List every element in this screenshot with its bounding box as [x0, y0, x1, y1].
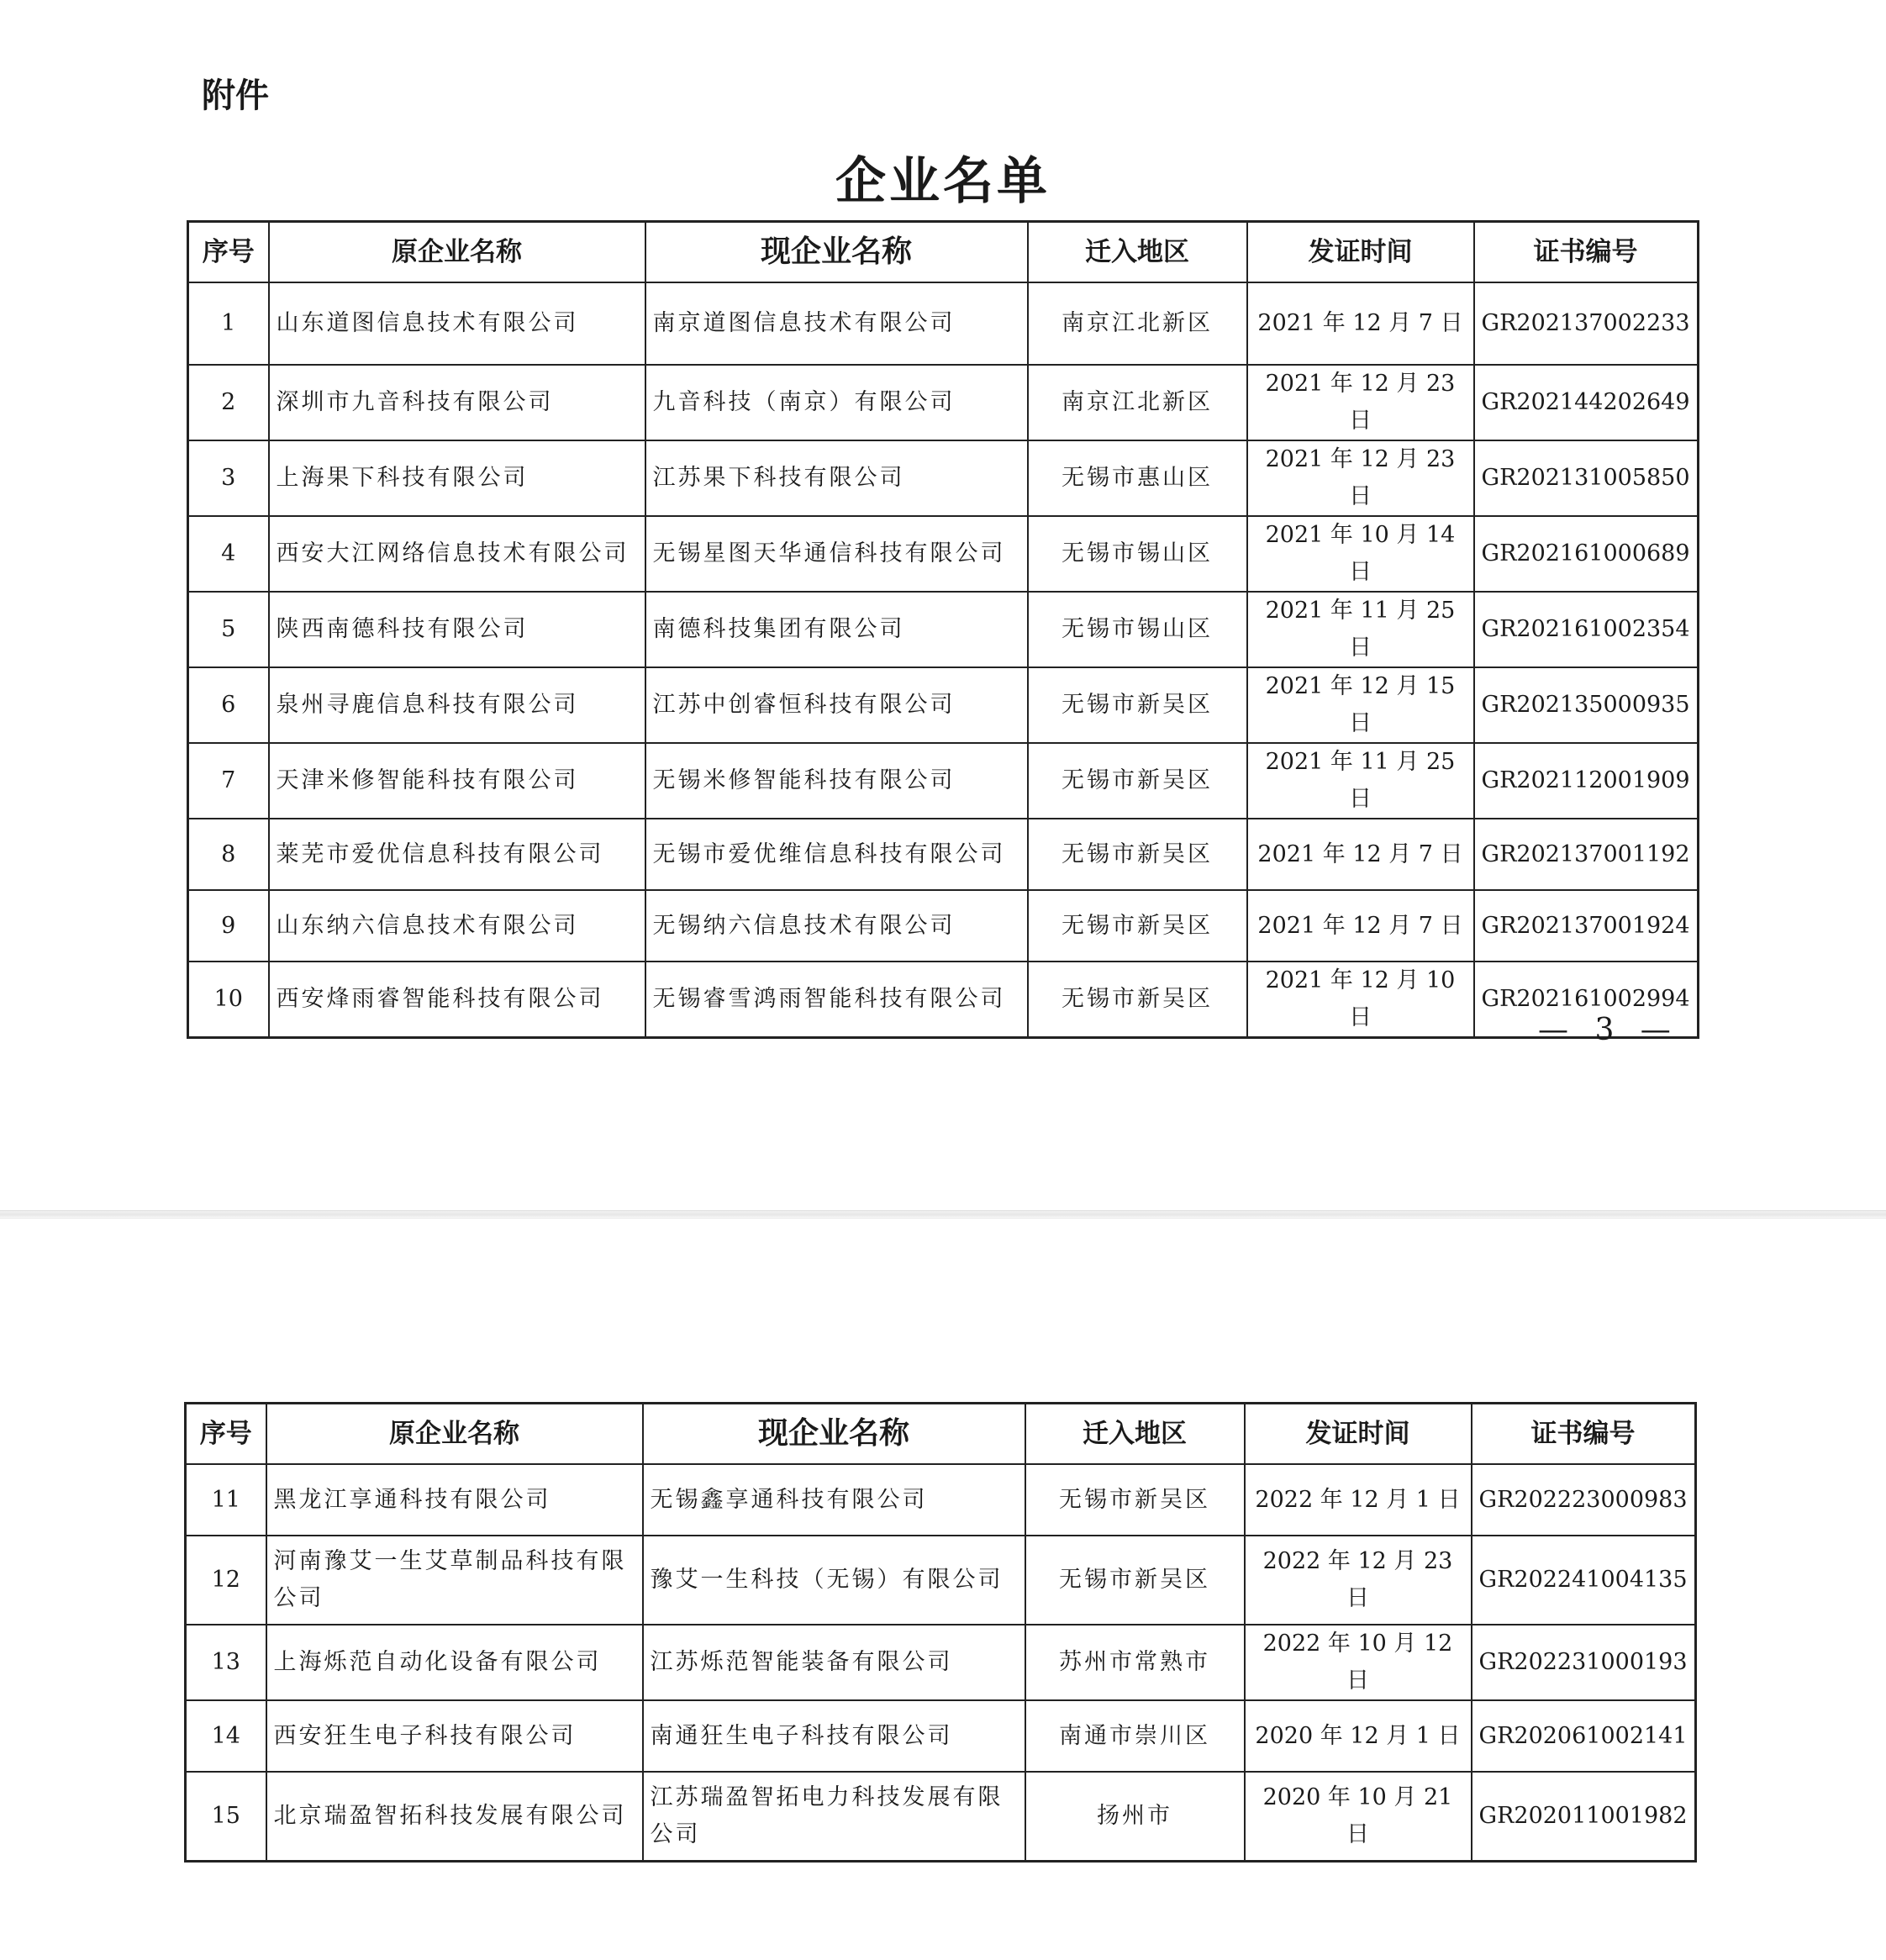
table-row — [188, 667, 1699, 743]
cell-region: 无锡市新吴区 — [1025, 1464, 1245, 1536]
table-row — [188, 365, 1699, 440]
cell-original-name: 莱芜市爱优信息科技有限公司 — [269, 819, 645, 890]
table-row — [186, 1625, 1696, 1700]
header-seq: 序号 — [188, 222, 269, 283]
cell-cert-number: GR202161002354 — [1474, 592, 1699, 667]
cell-region: 无锡市新吴区 — [1028, 962, 1247, 1038]
cell-issue-date: 2021 年 12 月 7 日 — [1247, 890, 1474, 962]
cell-original-name: 山东道图信息技术有限公司 — [269, 282, 645, 365]
cell-cert-number: GR202161002994 — [1474, 962, 1699, 1038]
cell-cert-number: GR202137001924 — [1474, 890, 1699, 962]
cell-cert-number: GR202161000689 — [1474, 516, 1699, 592]
cell-region: 无锡市惠山区 — [1028, 440, 1247, 516]
cell-seq: 12 — [186, 1536, 266, 1625]
cell-region: 无锡市新吴区 — [1025, 1536, 1245, 1625]
cell-issue-date: 2021 年 12 月 23 日 — [1247, 365, 1474, 440]
cell-current-name: 无锡米修智能科技有限公司 — [645, 743, 1028, 819]
cell-cert-number: GR202011001982 — [1472, 1772, 1696, 1862]
cell-current-name: 豫艾一生科技（无锡）有限公司 — [643, 1536, 1025, 1625]
header-current-name: 现企业名称 — [643, 1404, 1025, 1465]
cell-issue-date: 2021 年 12 月 7 日 — [1247, 819, 1474, 890]
cell-issue-date: 2021 年 11 月 25 日 — [1247, 743, 1474, 819]
cell-original-name: 西安大江网络信息技术有限公司 — [269, 516, 645, 592]
table-row — [188, 516, 1699, 592]
cell-region: 南京江北新区 — [1028, 282, 1247, 365]
table-row — [188, 440, 1699, 516]
cell-seq: 5 — [188, 592, 269, 667]
cell-region: 南通市崇川区 — [1025, 1700, 1245, 1772]
header-issue-date: 发证时间 — [1247, 222, 1474, 283]
cell-original-name: 泉州寻鹿信息科技有限公司 — [269, 667, 645, 743]
cell-cert-number: GR202231000193 — [1472, 1625, 1696, 1700]
cell-issue-date: 2020 年 10 月 21 日 — [1245, 1772, 1472, 1862]
header-region: 迁入地区 — [1025, 1404, 1245, 1465]
cell-seq: 7 — [188, 743, 269, 819]
cell-current-name: 南德科技集团有限公司 — [645, 592, 1028, 667]
cell-seq: 2 — [188, 365, 269, 440]
cell-current-name: 江苏瑞盈智拓电力科技发展有限公司 — [643, 1772, 1025, 1862]
header-original-name: 原企业名称 — [266, 1404, 643, 1465]
cell-cert-number: GR202112001909 — [1474, 743, 1699, 819]
cell-original-name: 西安烽雨睿智能科技有限公司 — [269, 962, 645, 1038]
cell-region: 无锡市新吴区 — [1028, 743, 1247, 819]
header-seq: 序号 — [186, 1404, 266, 1465]
cell-current-name: 南通狂生电子科技有限公司 — [643, 1700, 1025, 1772]
cell-region: 无锡市新吴区 — [1028, 819, 1247, 890]
cell-original-name: 上海烁范自动化设备有限公司 — [266, 1625, 643, 1700]
cell-original-name: 河南豫艾一生艾草制品科技有限公司 — [266, 1536, 643, 1625]
cell-issue-date: 2021 年 12 月 7 日 — [1247, 282, 1474, 365]
table-header-row — [186, 1404, 1696, 1465]
cell-original-name: 黑龙江享通科技有限公司 — [266, 1464, 643, 1536]
cell-current-name: 江苏中创睿恒科技有限公司 — [645, 667, 1028, 743]
cell-current-name: 无锡星图天华通信科技有限公司 — [645, 516, 1028, 592]
cell-original-name: 山东纳六信息技术有限公司 — [269, 890, 645, 962]
cell-seq: 15 — [186, 1772, 266, 1862]
cell-current-name: 江苏烁范智能装备有限公司 — [643, 1625, 1025, 1700]
cell-seq: 4 — [188, 516, 269, 592]
cell-region: 无锡市新吴区 — [1028, 890, 1247, 962]
cell-seq: 6 — [188, 667, 269, 743]
table-row — [188, 819, 1699, 890]
cell-issue-date: 2022 年 12 月 1 日 — [1245, 1464, 1472, 1536]
cell-region: 无锡市新吴区 — [1028, 667, 1247, 743]
cell-cert-number: GR202135000935 — [1474, 667, 1699, 743]
cell-seq: 11 — [186, 1464, 266, 1536]
cell-cert-number: GR202241004135 — [1472, 1536, 1696, 1625]
enterprise-table-page-1 — [187, 220, 1699, 1039]
table-row — [188, 890, 1699, 962]
cell-original-name: 深圳市九音科技有限公司 — [269, 365, 645, 440]
cell-region: 南京江北新区 — [1028, 365, 1247, 440]
cell-seq: 9 — [188, 890, 269, 962]
cell-cert-number: GR202131005850 — [1474, 440, 1699, 516]
cell-region: 扬州市 — [1025, 1772, 1245, 1862]
cell-cert-number: GR202137001192 — [1474, 819, 1699, 890]
cell-cert-number: GR202061002141 — [1472, 1700, 1696, 1772]
page-2 — [0, 1217, 1886, 1960]
attachment-label: 附件 — [202, 76, 269, 115]
cell-issue-date: 2021 年 12 月 10 日 — [1247, 962, 1474, 1038]
cell-issue-date: 2020 年 12 月 1 日 — [1245, 1700, 1472, 1772]
cell-issue-date: 2021 年 12 月 15 日 — [1247, 667, 1474, 743]
header-region: 迁入地区 — [1028, 222, 1247, 283]
cell-region: 苏州市常熟市 — [1025, 1625, 1245, 1700]
cell-current-name: 九音科技（南京）有限公司 — [645, 365, 1028, 440]
cell-region: 无锡市锡山区 — [1028, 592, 1247, 667]
header-cert-number: 证书编号 — [1474, 222, 1699, 283]
cell-cert-number: GR202144202649 — [1474, 365, 1699, 440]
cell-current-name: 江苏果下科技有限公司 — [645, 440, 1028, 516]
cell-issue-date: 2022 年 10 月 12 日 — [1245, 1625, 1472, 1700]
cell-seq: 3 — [188, 440, 269, 516]
cell-current-name: 无锡纳六信息技术有限公司 — [645, 890, 1028, 962]
header-original-name: 原企业名称 — [269, 222, 645, 283]
cell-original-name: 天津米修智能科技有限公司 — [269, 743, 645, 819]
cell-original-name: 上海果下科技有限公司 — [269, 440, 645, 516]
enterprise-table-page-2 — [184, 1402, 1697, 1863]
cell-issue-date: 2021 年 11 月 25 日 — [1247, 592, 1474, 667]
cell-seq: 13 — [186, 1625, 266, 1700]
table-row — [186, 1772, 1696, 1862]
table-row — [186, 1464, 1696, 1536]
table-header-row — [188, 222, 1699, 283]
table-row — [188, 962, 1699, 1038]
cell-original-name: 陕西南德科技有限公司 — [269, 592, 645, 667]
cell-issue-date: 2022 年 12 月 23 日 — [1245, 1536, 1472, 1625]
cell-current-name: 无锡鑫享通科技有限公司 — [643, 1464, 1025, 1536]
cell-region: 无锡市锡山区 — [1028, 516, 1247, 592]
cell-original-name: 北京瑞盈智拓科技发展有限公司 — [266, 1772, 643, 1862]
cell-cert-number: GR202137002233 — [1474, 282, 1699, 365]
table-row — [188, 592, 1699, 667]
header-cert-number: 证书编号 — [1472, 1404, 1696, 1465]
cell-issue-date: 2021 年 12 月 23 日 — [1247, 440, 1474, 516]
cell-seq: 10 — [188, 962, 269, 1038]
cell-original-name: 西安狂生电子科技有限公司 — [266, 1700, 643, 1772]
document-title: 企业名单 — [835, 152, 1051, 211]
table-row — [186, 1536, 1696, 1625]
cell-current-name: 无锡市爱优维信息科技有限公司 — [645, 819, 1028, 890]
cell-current-name: 无锡睿雪鸿雨智能科技有限公司 — [645, 962, 1028, 1038]
cell-cert-number: GR202223000983 — [1472, 1464, 1696, 1536]
cell-issue-date: 2021 年 10 月 14 日 — [1247, 516, 1474, 592]
cell-seq: 8 — [188, 819, 269, 890]
table-row — [188, 743, 1699, 819]
table-row — [186, 1700, 1696, 1772]
cell-current-name: 南京道图信息技术有限公司 — [645, 282, 1028, 365]
header-current-name: 现企业名称 — [645, 222, 1028, 283]
cell-seq: 14 — [186, 1700, 266, 1772]
header-issue-date: 发证时间 — [1245, 1404, 1472, 1465]
page-number: — 3 — — [1538, 1013, 1679, 1047]
cell-seq: 1 — [188, 282, 269, 365]
table-row — [188, 282, 1699, 365]
